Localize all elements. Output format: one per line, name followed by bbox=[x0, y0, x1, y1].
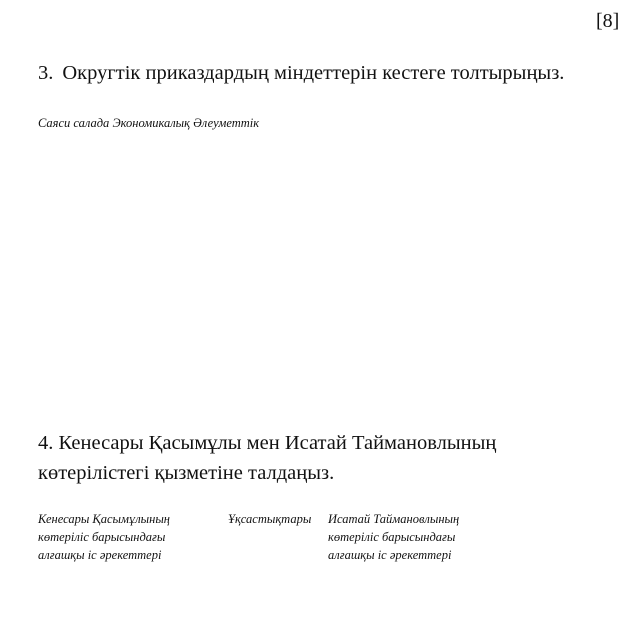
column-header-social: Әлеуметтік bbox=[193, 116, 260, 130]
question-4-line-1: 4. Кенесары Қасымұлы мен Исатай Таймановлының bbox=[38, 432, 497, 454]
question-4-left-column bbox=[38, 510, 170, 564]
left-column-line: алғашқы іс әрекеттері bbox=[38, 548, 162, 562]
left-column-line: көтеріліс барысындағы bbox=[38, 530, 166, 544]
column-header-economic: Экономикалық bbox=[112, 116, 190, 130]
question-4-line-2: көтерілістегі қызметіне талдаңыз. bbox=[38, 462, 335, 484]
question-4 bbox=[38, 428, 496, 488]
middle-column-label: Ұқсастықтары bbox=[228, 512, 312, 526]
question-4-middle-column bbox=[228, 510, 311, 528]
score-label: [8] bbox=[596, 10, 620, 32]
left-column-line: Кенесары Қасымұлының bbox=[38, 512, 171, 526]
right-column-line: көтеріліс барысындағы bbox=[328, 530, 456, 544]
question-3 bbox=[38, 62, 564, 85]
question-3-column-headers bbox=[38, 116, 259, 131]
question-3-number: 3. bbox=[38, 62, 54, 84]
right-column-line: Исатай Таймановлының bbox=[328, 512, 460, 526]
question-4-right-column bbox=[328, 510, 459, 564]
right-column-line: алғашқы іс әрекеттері bbox=[328, 548, 452, 562]
question-3-text: Округтік приказдардың міндеттерін кестеге толтырыңыз. bbox=[62, 62, 565, 84]
column-header-political: Саяси салада bbox=[38, 116, 110, 130]
